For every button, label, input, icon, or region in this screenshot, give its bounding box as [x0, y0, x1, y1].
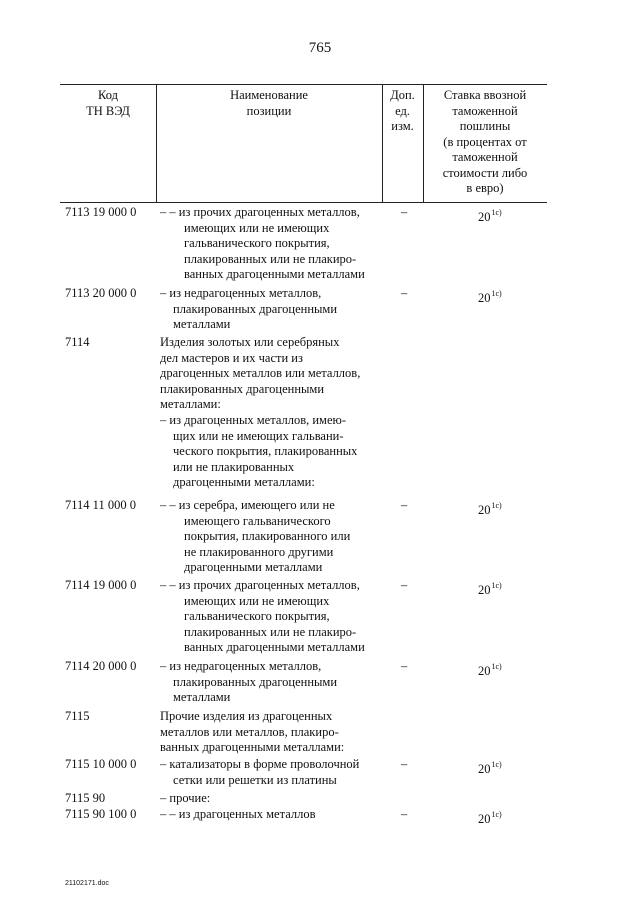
- row-unit: –: [401, 659, 408, 673]
- row-unit: –: [401, 286, 408, 300]
- header-unit: [382, 88, 423, 135]
- row-code: 7114 20 000 0: [65, 659, 137, 673]
- header-unit-line: Доп.: [390, 88, 415, 102]
- row-description-line: гальванического покрытия,: [184, 236, 330, 251]
- row-description: [160, 757, 359, 788]
- table-header-rule: [60, 202, 547, 203]
- row-description-line: плакированных или не плакиро-: [184, 624, 357, 639]
- row-description: [160, 659, 337, 706]
- row-description-line: щих или не имеющих гальвани-: [173, 428, 344, 443]
- row-description-line: – из драгоценных металлов, имею-: [160, 412, 346, 427]
- page-number: 765: [308, 40, 332, 56]
- row-description-line: – из недрагоценных металлов,: [160, 659, 322, 673]
- rate-footnote: 1с): [491, 501, 502, 510]
- row-description-line: не плакированного другими: [184, 544, 334, 559]
- row-description-line: металлами: [173, 317, 231, 332]
- header-rate-line: пошлины: [459, 119, 511, 133]
- row-description-line: Изделия золотых или серебряных: [160, 335, 340, 349]
- row-description: [160, 807, 315, 823]
- row-description: [160, 498, 350, 576]
- header-code: [60, 88, 156, 119]
- row-description-line: драгоценных металлов или металлов,: [160, 366, 361, 381]
- rate-value: 20: [478, 291, 491, 305]
- row-unit: –: [401, 498, 408, 512]
- header-name-line: Наименование: [230, 88, 308, 102]
- rate-footnote: 1с): [491, 581, 502, 590]
- row-description-line: ванных драгоценными металлами: [184, 640, 365, 655]
- row-description-line: металлов или металлов, плакиро-: [160, 724, 339, 739]
- row-unit: –: [401, 205, 408, 219]
- header-rate-line: (в процентах от: [443, 134, 527, 149]
- row-rate: [478, 205, 502, 226]
- row-description-line: дел мастеров и их части из: [160, 350, 303, 365]
- row-description-line: – – из серебра, имеющего или не: [160, 498, 335, 512]
- header-rate-line: таможенной: [452, 103, 518, 118]
- row-code: 7113 19 000 0: [65, 205, 137, 219]
- row-description-line: металлами: [173, 690, 231, 705]
- header-name-line: позиции: [246, 103, 292, 118]
- row-description-line: плакированных драгоценными: [173, 301, 338, 316]
- row-code: 7114 11 000 0: [65, 498, 136, 512]
- document-filename: 21102171.doc: [65, 880, 109, 887]
- header-unit-line: изм.: [391, 119, 414, 133]
- rate-value: 20: [478, 812, 491, 826]
- row-description-line: – – из драгоценных металлов: [160, 807, 316, 821]
- header-name: [156, 88, 382, 119]
- rate-footnote: 1с): [491, 208, 502, 217]
- row-code: 7115: [65, 709, 90, 723]
- row-description: [160, 709, 344, 756]
- row-description: [160, 205, 365, 283]
- row-description-line: плакированных драгоценными: [173, 674, 338, 689]
- rate-footnote: 1с): [491, 810, 502, 819]
- row-description-line: – – из прочих драгоценных металлов,: [160, 205, 360, 219]
- row-description-line: – из недрагоценных металлов,: [160, 286, 322, 300]
- row-rate: [478, 659, 502, 680]
- row-description-line: ческого покрытия, плакированных: [173, 444, 358, 459]
- row-unit: –: [401, 807, 408, 821]
- header-code-line: Код: [98, 88, 118, 102]
- rate-value: 20: [478, 503, 491, 517]
- row-description-line: Прочие изделия из драгоценных: [160, 709, 333, 723]
- header-rate-line: Ставка ввозной: [443, 88, 527, 102]
- row-rate: [478, 757, 502, 778]
- rate-value: 20: [478, 210, 491, 224]
- row-description-line: гальванического покрытия,: [184, 609, 330, 624]
- row-description-line: драгоценными металлами:: [173, 475, 315, 490]
- rate-value: 20: [478, 583, 491, 597]
- row-description-line: имеющих или не имеющих: [184, 593, 330, 608]
- row-description-line: ванных драгоценными металлами: [184, 267, 365, 282]
- row-description-line: плакированных или не плакиро-: [184, 251, 357, 266]
- row-description: [160, 578, 365, 656]
- row-description-line: или не плакированных: [173, 459, 295, 474]
- row-description: [160, 791, 210, 807]
- rate-footnote: 1с): [491, 760, 502, 769]
- rate-footnote: 1с): [491, 662, 502, 671]
- row-description-line: драгоценными металлами: [184, 560, 323, 575]
- row-code: 7114 19 000 0: [65, 578, 137, 592]
- row-rate: [478, 578, 502, 599]
- header-unit-line: ед.: [395, 103, 410, 118]
- row-description-line: имеющих или не имеющих: [184, 220, 330, 235]
- header-rate: [423, 88, 547, 197]
- row-description-line: – прочие:: [160, 791, 211, 805]
- row-unit: –: [401, 578, 408, 592]
- row-code: 7115 10 000 0: [65, 757, 137, 771]
- row-description-line: – – из прочих драгоценных металлов,: [160, 578, 360, 592]
- table-top-rule: [60, 84, 547, 85]
- row-description-line: металлами:: [160, 397, 221, 412]
- row-description-line: имеющего гальванического: [184, 513, 331, 528]
- header-rate-line: стоимости либо: [442, 165, 528, 180]
- rate-footnote: 1с): [491, 289, 502, 298]
- row-rate: [478, 286, 502, 307]
- row-rate: [478, 807, 502, 828]
- header-code-line: ТН ВЭД: [86, 103, 130, 118]
- header-rate-line: в евро): [466, 181, 504, 195]
- row-description-line: сетки или решетки из платины: [173, 772, 337, 787]
- row-description-line: покрытия, плакированного или: [184, 529, 351, 544]
- row-description-line: ванных драгоценными металлами:: [160, 740, 345, 755]
- row-description: [160, 286, 337, 333]
- row-description-line: – катализаторы в форме проволочной: [160, 757, 360, 771]
- header-rate-line: таможенной: [452, 150, 518, 164]
- row-code: 7114: [65, 335, 90, 349]
- row-unit: –: [401, 757, 408, 771]
- row-code: 7115 90 100 0: [65, 807, 137, 821]
- row-code: 7113 20 000 0: [65, 286, 137, 300]
- row-description-line: плакированных драгоценными: [160, 381, 325, 396]
- row-code: 7115 90: [65, 791, 106, 805]
- rate-value: 20: [478, 664, 491, 678]
- row-description: [160, 335, 360, 491]
- rate-value: 20: [478, 762, 491, 776]
- row-rate: [478, 498, 502, 519]
